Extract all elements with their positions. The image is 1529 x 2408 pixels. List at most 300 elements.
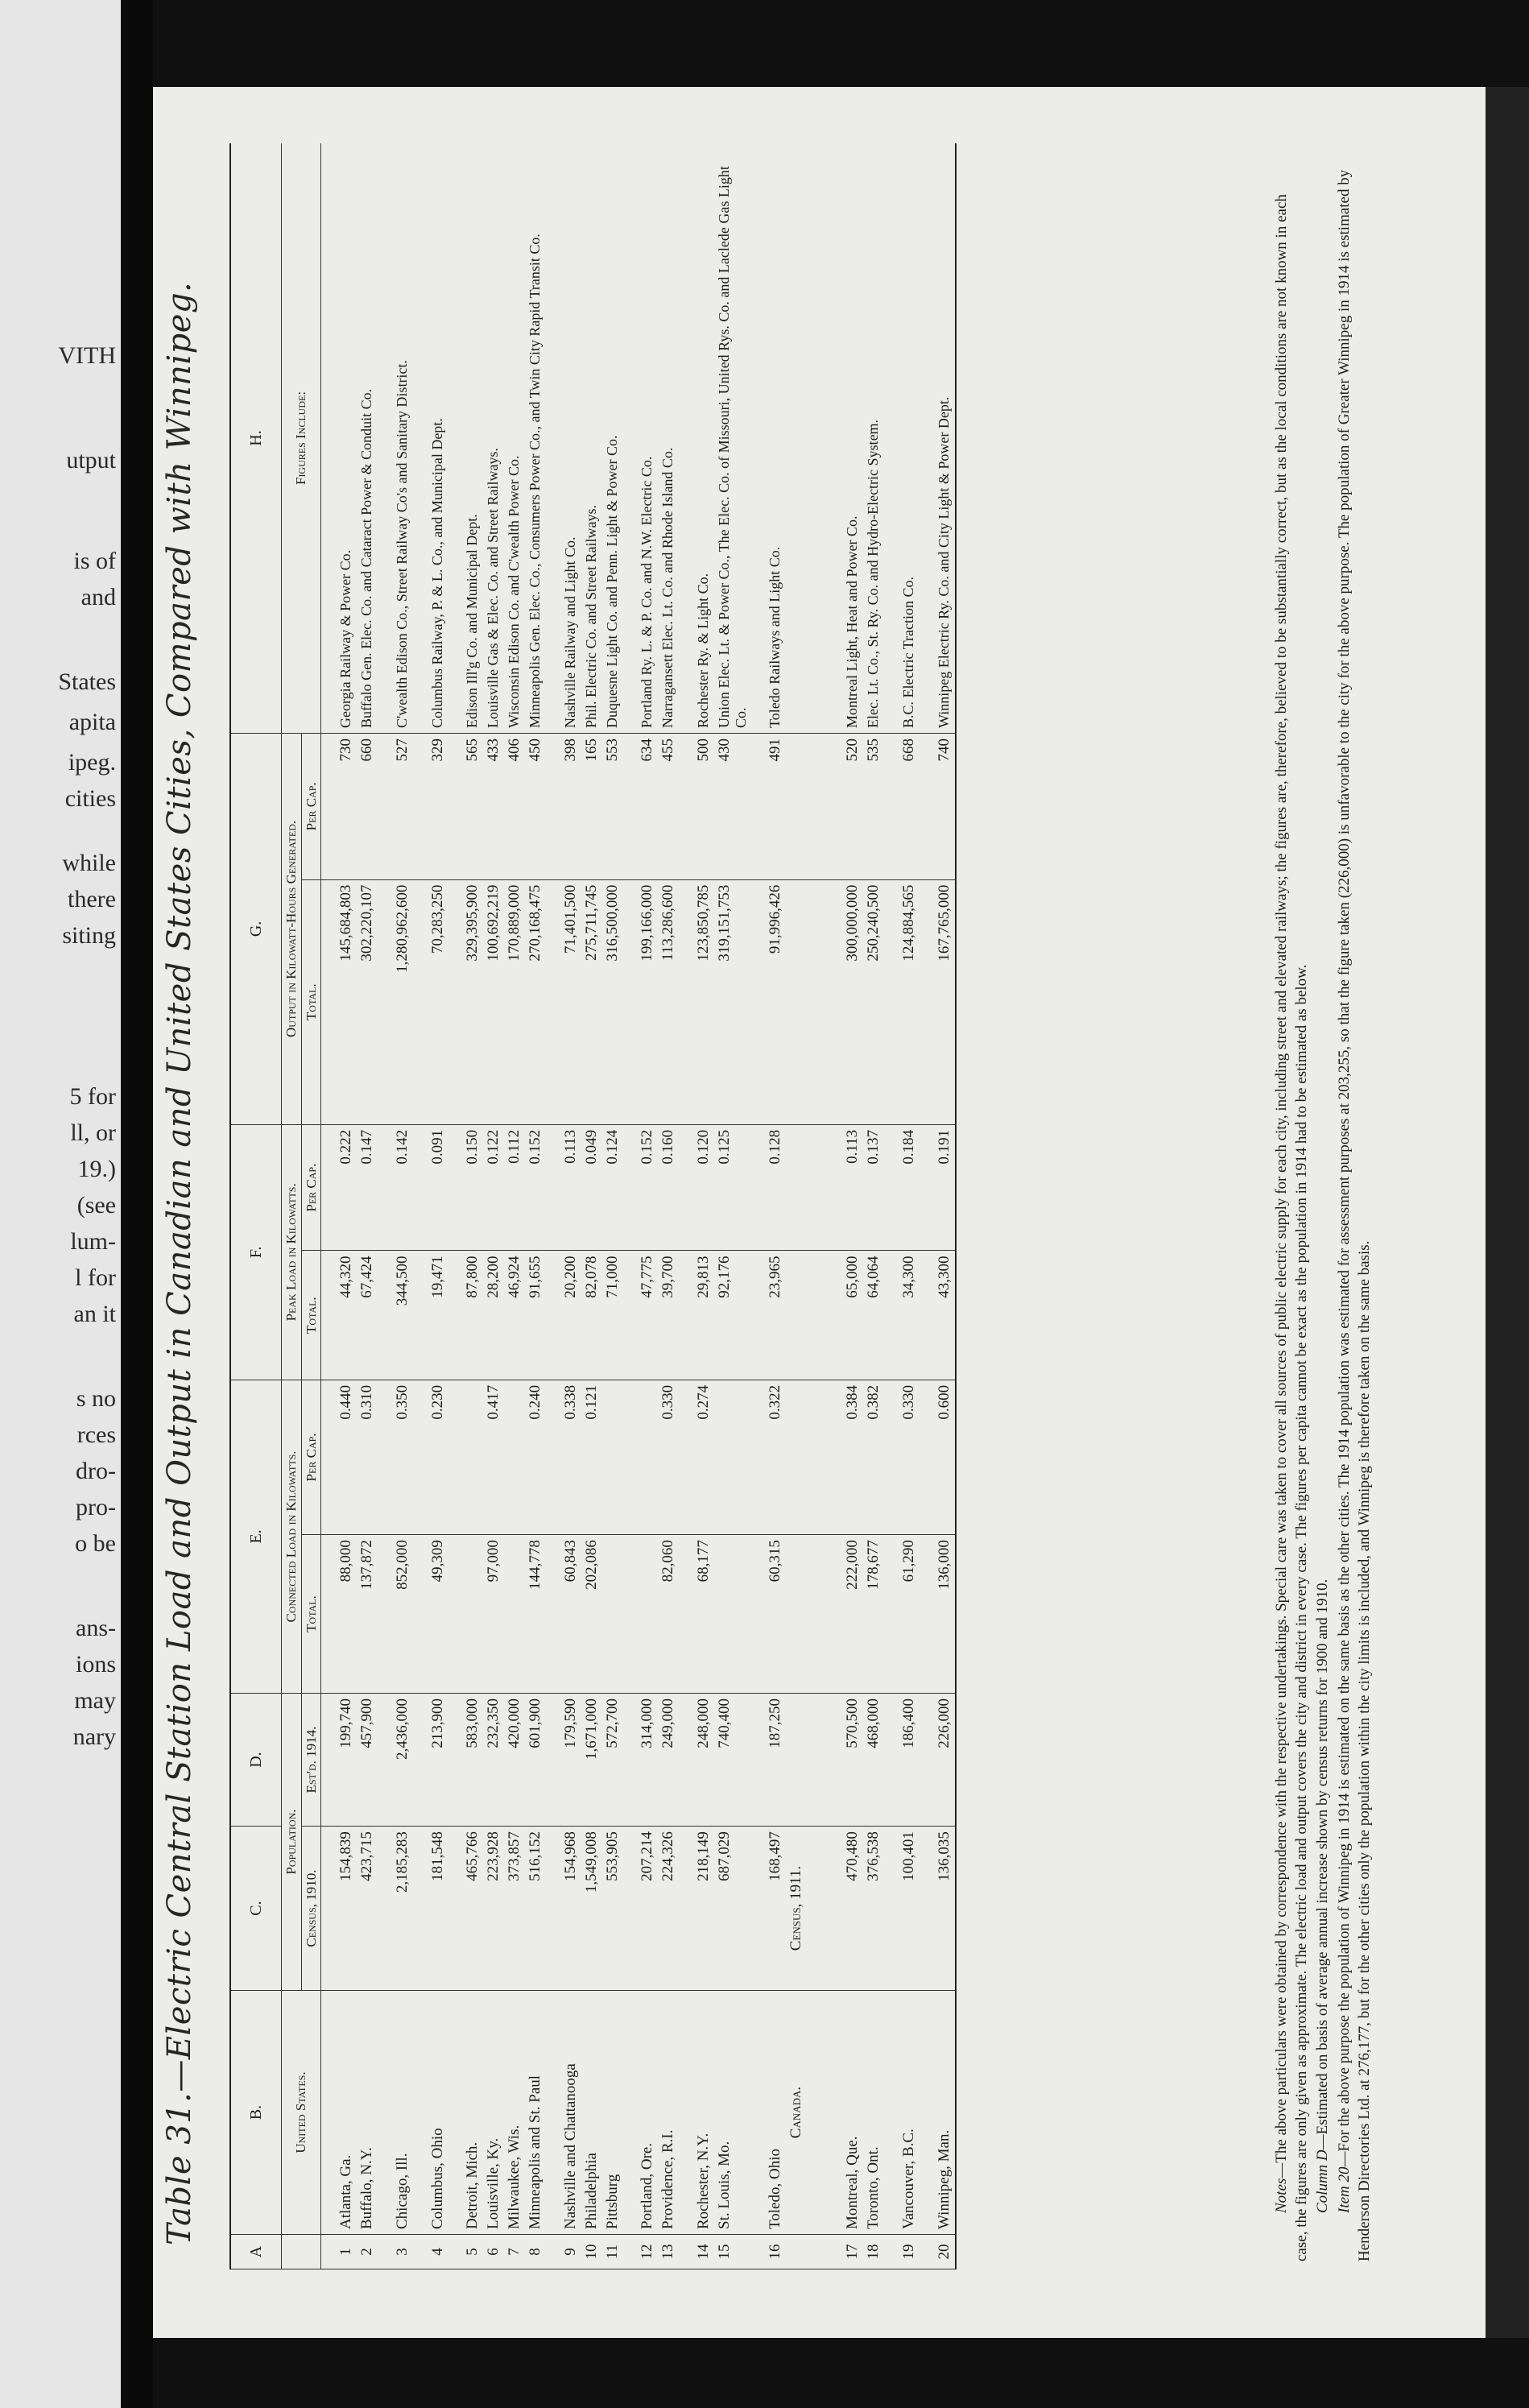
column-letter-row [230, 143, 282, 2269]
cell-cl: 60,315 [765, 1535, 786, 1694]
cell-n: 1 [336, 2235, 357, 2269]
spacer-cell [546, 143, 560, 734]
spacer-cell [828, 1991, 842, 2235]
cell-cl: 49,309 [428, 1535, 448, 1694]
cell-outpc: 455 [658, 734, 679, 880]
cell-fig: Nashville Railway and Light Co. [560, 143, 581, 734]
cell-est: 186,400 [899, 1694, 919, 1827]
cell-census: 1,549,008 [581, 1827, 602, 1991]
cell-plpc: 0.142 [392, 1124, 413, 1251]
left-page-text-fragment: 19.) [77, 1156, 116, 1182]
cell-fig: Union Elec. Lt. & Power Co., The Elec. Co. of Missouri, United Rys. Co. and Laclede Gas Light Co. [714, 143, 750, 734]
cell-census: 136,035 [934, 1827, 956, 1991]
left-page-text-fragment: States [58, 668, 116, 695]
cell-clpc: 0.330 [658, 1380, 679, 1534]
col-letter-b: B. [230, 1991, 282, 2235]
cell-outpc: 406 [504, 734, 525, 880]
cell-cl: 222,000 [842, 1535, 863, 1694]
col-letter-e: E. [230, 1380, 282, 1693]
cell-clpc: 0.330 [899, 1380, 919, 1534]
cell-cl: 61,290 [899, 1535, 919, 1694]
cell-fig: C'wealth Edison Co., Street Railway Co's and Sanitary District. [392, 143, 413, 734]
spacer-cell [413, 1380, 428, 1534]
left-page-text-fragment: there [68, 886, 116, 912]
cell-outpc: 520 [842, 734, 863, 880]
header-pl-total: Total. [301, 1251, 321, 1380]
cell-plpc: 0.128 [765, 1124, 786, 1251]
spacer-cell [828, 2235, 842, 2269]
left-page-text-fragment: while [62, 850, 116, 876]
cell-fig: Edison Ill'g Co. and Municipal Dept. [462, 143, 483, 734]
spacer-cell [321, 1827, 337, 1991]
cell-pl: 71,000 [602, 1251, 623, 1380]
section-empty-cell [786, 1251, 828, 1380]
header-output: Output in Kilowatt-Hours Generated. [282, 734, 302, 1125]
spacer-cell [546, 1827, 560, 1991]
cell-pl: 67,424 [357, 1251, 378, 1380]
cell-outpc: 730 [336, 734, 357, 880]
spacer-cell [828, 1124, 842, 1251]
section-index-cell [786, 2235, 828, 2269]
cell-n: 10 [581, 2235, 602, 2269]
spacer-cell [321, 1124, 337, 1251]
cell-outpc: 660 [357, 734, 378, 880]
spacer-cell [884, 1124, 899, 1251]
book-gutter [121, 0, 153, 2408]
table-row [428, 143, 448, 2269]
header-figures-include: Figures Include: [282, 143, 321, 734]
cell-out: 124,884,565 [899, 879, 919, 1124]
spacer-cell [413, 1694, 428, 1827]
note-column-d-text: —Estimated on basis of average annual increase shown by census returns for 1900 and 1910. [1314, 1578, 1332, 2150]
cell-plpc: 0.147 [357, 1124, 378, 1251]
spacer-cell [378, 734, 392, 880]
spacer-cell [321, 2235, 337, 2269]
spacer-cell [413, 734, 428, 880]
cell-cl [504, 1535, 525, 1694]
cell-pl: 65,000 [842, 1251, 863, 1380]
cell-plpc: 0.124 [602, 1124, 623, 1251]
cell-clpc: 0.121 [581, 1380, 602, 1534]
table-row [842, 143, 863, 2269]
spacer-row [679, 143, 693, 2269]
cell-est: 232,350 [483, 1694, 504, 1827]
header-peak-load: Peak Load in Kilowatts. [282, 1124, 302, 1380]
spacer-cell [828, 1535, 842, 1694]
table-row [483, 143, 504, 2269]
col-letter-c: C. [230, 1827, 282, 1991]
cell-outpc: 634 [637, 734, 658, 880]
spacer-cell [679, 1380, 693, 1534]
spacer-cell [828, 879, 842, 1124]
spacer-cell [884, 879, 899, 1124]
cell-pl: 34,300 [899, 1251, 919, 1380]
spacer-cell [448, 1694, 462, 1827]
table-row [934, 143, 956, 2269]
spacer-cell [546, 1251, 560, 1380]
header-estd-1914: Est'd. 1914. [301, 1694, 321, 1827]
spacer-cell [448, 1827, 462, 1991]
cell-fig: Phil. Electric Co. and Street Railways. [581, 143, 602, 734]
spacer-cell [378, 1124, 392, 1251]
note-column-d-label: Column D [1314, 2149, 1332, 2213]
left-page-text-fragment: ions [75, 1651, 116, 1678]
cell-est: 213,900 [428, 1694, 448, 1827]
spacer-cell [321, 1380, 337, 1534]
spacer-cell [828, 1380, 842, 1534]
note-item-20 [1335, 168, 1374, 2261]
cell-cl [602, 1535, 623, 1694]
spacer-cell [448, 1124, 462, 1251]
left-page-text-fragment: pro- [76, 1494, 116, 1521]
left-page-text-fragment: siting [62, 922, 116, 949]
note-item-20-text: —For the above purpose the population of Winnipeg in 1914 is estimated on the same basis as the other cities. The 1914 population was estimated for assessment purposes at 203,255, so that the figure taken (226,000) is unfavorable to the city for the above purpose. The population of Greater Winnipeg in 1914 is estimated by Henderson Directories Ltd. at 276,177, but for the other cities only the population within the city limits is included, and Winnipeg is therefore taken on the same basis. [1336, 169, 1373, 2261]
left-page-text-fragment: VITH [58, 342, 116, 369]
cell-out: 250,240,500 [863, 879, 884, 1124]
col-letter-f: F. [230, 1124, 282, 1380]
spacer-cell [828, 1827, 842, 1991]
cell-out: 319,151,753 [714, 879, 750, 1124]
spacer-cell [679, 2235, 693, 2269]
spacer-cell [750, 1535, 765, 1694]
spacer-row [546, 143, 560, 2269]
spacer-cell [448, 1380, 462, 1534]
table-row [863, 143, 884, 2269]
cell-city: Montreal, Que. [842, 1991, 863, 2235]
cell-fig: Montreal Light, Heat and Power Co. [842, 143, 863, 734]
cell-n: 9 [560, 2235, 581, 2269]
cell-pl: 91,655 [525, 1251, 546, 1380]
cell-clpc: 0.350 [392, 1380, 413, 1534]
cell-n: 15 [714, 2235, 750, 2269]
cell-outpc: 329 [428, 734, 448, 880]
cell-cl [637, 1535, 658, 1694]
cell-outpc: 553 [602, 734, 623, 880]
spacer-cell [378, 143, 392, 734]
spacer-cell [919, 2235, 934, 2269]
cell-outpc: 527 [392, 734, 413, 880]
spacer-cell [828, 734, 842, 880]
cell-fig: Duquesne Light Co. and Penn. Light & Power Co. [602, 143, 623, 734]
spacer-cell [378, 2235, 392, 2269]
left-page-text-fragment: 5 for [69, 1083, 116, 1110]
cell-out: 199,166,000 [637, 879, 658, 1124]
spacer-cell [622, 1124, 637, 1251]
cell-plpc: 0.120 [693, 1124, 714, 1251]
section-empty-cell [786, 1124, 828, 1251]
table-row [525, 143, 546, 2269]
spacer-cell [546, 1380, 560, 1534]
col-letter-g: G. [230, 734, 282, 1125]
cell-cl: 137,872 [357, 1535, 378, 1694]
cell-city: Detroit, Mich. [462, 1991, 483, 2235]
spacer-cell [750, 1124, 765, 1251]
cell-n: 4 [428, 2235, 448, 2269]
note-general-label: Notes [1273, 2178, 1290, 2213]
spacer-cell [448, 2235, 462, 2269]
header-connected-load: Connected Load in Kilowatts. [282, 1380, 302, 1693]
cell-fig: Buffalo Gen. Elec. Co. and Cataract Power & Conduit Co. [357, 143, 378, 734]
spacer-cell [413, 1827, 428, 1991]
cell-clpc: 0.310 [357, 1380, 378, 1534]
spacer-cell [679, 734, 693, 880]
spacer-cell [919, 1251, 934, 1380]
table-notes [1272, 168, 1376, 2261]
cell-clpc: 0.382 [863, 1380, 884, 1534]
spacer-cell [622, 1535, 637, 1694]
spacer-cell [413, 1124, 428, 1251]
spacer-row [828, 143, 842, 2269]
table-row [462, 143, 483, 2269]
cell-n: 7 [504, 2235, 525, 2269]
cell-clpc [602, 1380, 623, 1534]
spacer-cell [750, 1251, 765, 1380]
spacer-cell [546, 1991, 560, 2235]
cell-outpc: 491 [765, 734, 786, 880]
cell-outpc: 668 [899, 734, 919, 880]
header-united-states: United States. [282, 1991, 321, 2235]
table-row [504, 143, 525, 2269]
cell-pl: 92,176 [714, 1251, 750, 1380]
cell-out: 113,286,600 [658, 879, 679, 1124]
left-page-text-fragment: may [74, 1687, 116, 1714]
spacer-cell [750, 1380, 765, 1534]
spacer-cell [378, 1827, 392, 1991]
spacer-cell [413, 143, 428, 734]
cell-out: 270,168,475 [525, 879, 546, 1124]
spacer-cell [750, 143, 765, 734]
cell-city: Nashville and Chattanooga [560, 1991, 581, 2235]
table-row [581, 143, 602, 2269]
spacer-cell [750, 1991, 765, 2235]
table-row [392, 143, 413, 2269]
document-page [153, 87, 1486, 2338]
cell-n: 14 [693, 2235, 714, 2269]
cell-out: 300,000,000 [842, 879, 863, 1124]
table-row [765, 143, 786, 2269]
rotated-table-sheet [153, 103, 1473, 2318]
cell-out: 316,500,000 [602, 879, 623, 1124]
cell-city: Chicago, Ill. [392, 1991, 413, 2235]
cell-cl: 60,843 [560, 1535, 581, 1694]
spacer-cell [750, 879, 765, 1124]
left-page-text-fragment: lum- [70, 1228, 116, 1255]
cell-census: 218,149 [693, 1827, 714, 1991]
cell-city: Portland, Ore. [637, 1991, 658, 2235]
cell-n: 12 [637, 2235, 658, 2269]
cell-census: 687,029 [714, 1827, 750, 1991]
table-row [357, 143, 378, 2269]
spacer-cell [884, 734, 899, 880]
spacer-cell [884, 1827, 899, 1991]
cell-census: 373,857 [504, 1827, 525, 1991]
cell-city: Toledo, Ohio [765, 1991, 786, 2235]
spacer-cell [622, 1694, 637, 1827]
cell-n: 2 [357, 2235, 378, 2269]
cell-census: 168,497 [765, 1827, 786, 1991]
cell-clpc: 0.338 [560, 1380, 581, 1534]
spacer-cell [413, 879, 428, 1124]
cell-plpc: 0.091 [428, 1124, 448, 1251]
cell-clpc [504, 1380, 525, 1534]
cell-cl: 852,000 [392, 1535, 413, 1694]
canada-section-row [786, 143, 828, 2269]
cell-city: Vancouver, B.C. [899, 1991, 919, 2235]
spacer-cell [679, 1827, 693, 1991]
spacer-cell [378, 1251, 392, 1380]
spacer-cell [919, 1535, 934, 1694]
cell-est: 199,740 [336, 1694, 357, 1827]
spacer-cell [321, 1991, 337, 2235]
cell-est: 1,671,000 [581, 1694, 602, 1827]
left-page-text-fragment: s no [76, 1385, 116, 1412]
spacer-row [378, 143, 392, 2269]
spacer-cell [448, 143, 462, 734]
cell-plpc: 0.150 [462, 1124, 483, 1251]
cell-out: 123,850,785 [693, 879, 714, 1124]
spacer-cell [919, 1827, 934, 1991]
cell-est: 601,900 [525, 1694, 546, 1827]
cell-n: 19 [899, 2235, 919, 2269]
spacer-cell [828, 1694, 842, 1827]
cell-out: 100,692,219 [483, 879, 504, 1124]
spacer-cell [448, 1535, 462, 1694]
spacer-cell [622, 1380, 637, 1534]
cell-census: 223,928 [483, 1827, 504, 1991]
left-page-text-fragment: dro- [76, 1458, 116, 1484]
spacer-cell [884, 143, 899, 734]
cell-clpc: 0.600 [934, 1380, 956, 1534]
spacer-cell [622, 1251, 637, 1380]
left-page-text-fragment: ipeg. [68, 749, 116, 776]
cell-plpc: 0.112 [504, 1124, 525, 1251]
cell-out: 71,401,500 [560, 879, 581, 1124]
table-row [658, 143, 679, 2269]
left-page-text-fragment: nary [72, 1723, 116, 1750]
cell-n: 17 [842, 2235, 863, 2269]
spacer-cell [413, 1251, 428, 1380]
table-row [899, 143, 919, 2269]
spacer-cell [378, 1991, 392, 2235]
cell-fig: B.C. Electric Traction Co. [899, 143, 919, 734]
cell-fig: Columbus Railway, P. & L. Co., and Municipal Dept. [428, 143, 448, 734]
section-empty-cell [786, 1535, 828, 1694]
spacer-cell [828, 1251, 842, 1380]
note-general [1272, 168, 1312, 2261]
spacer-cell [919, 1124, 934, 1251]
spacer-cell [919, 734, 934, 880]
page-edge [1486, 87, 1529, 2338]
cell-clpc: 0.230 [428, 1380, 448, 1534]
left-page-text-fragment: rces [76, 1421, 116, 1448]
cell-est: 314,000 [637, 1694, 658, 1827]
spacer-cell [919, 1694, 934, 1827]
cell-n: 6 [483, 2235, 504, 2269]
header-cl-per-cap: Per Cap. [301, 1380, 321, 1534]
spacer-cell [448, 734, 462, 880]
cell-outpc: 740 [934, 734, 956, 880]
cell-est: 420,000 [504, 1694, 525, 1827]
cell-outpc: 165 [581, 734, 602, 880]
cell-city: Louisville, Ky. [483, 1991, 504, 2235]
table-caption: Table 31.—Electric Central Station Load and Output in Canadian and United States Cities, Compared with Winnipeg. [161, 281, 198, 2245]
cell-out: 145,684,803 [336, 879, 357, 1124]
left-page-text-fragment: (see [76, 1192, 116, 1218]
spacer-cell [679, 1251, 693, 1380]
spacer-cell [321, 734, 337, 880]
cell-fig: Narragansett Elec. Lt. Co. and Rhode Island Co. [658, 143, 679, 734]
section-empty-cell [786, 1380, 828, 1534]
spacer-cell [679, 879, 693, 1124]
left-page-text-fragment: is of [73, 548, 116, 574]
table-row [637, 143, 658, 2269]
cell-out: 170,889,000 [504, 879, 525, 1124]
cell-n: 18 [863, 2235, 884, 2269]
col-letter-h: H. [230, 143, 282, 734]
left-page-text-fragment: apita [68, 709, 116, 735]
header-population: Population. [282, 1694, 302, 1991]
section-empty-cell [786, 1694, 828, 1827]
cell-clpc: 0.417 [483, 1380, 504, 1534]
cell-est: 572,700 [602, 1694, 623, 1827]
cell-est: 187,250 [765, 1694, 786, 1827]
spacer-cell [321, 1535, 337, 1694]
spacer-cell [378, 1380, 392, 1534]
cell-fig: Elec. Lt. Co., St. Ry. Co. and Hydro-Electric System. [863, 143, 884, 734]
cell-outpc: 450 [525, 734, 546, 880]
spacer-cell [919, 879, 934, 1124]
header-cl-total: Total. [301, 1535, 321, 1694]
cell-pl: 20,200 [560, 1251, 581, 1380]
spacer-cell [884, 1694, 899, 1827]
section-empty-cell [786, 734, 828, 880]
header-census-1910: Census, 1910. [301, 1827, 321, 1991]
spacer-row [448, 143, 462, 2269]
spacer-cell [884, 1251, 899, 1380]
cell-est: 248,000 [693, 1694, 714, 1827]
col-letter-d: D. [230, 1694, 282, 1827]
spacer-cell [378, 1694, 392, 1827]
spacer-cell [679, 1535, 693, 1694]
cell-n: 11 [602, 2235, 623, 2269]
spacer-cell [884, 1380, 899, 1534]
cell-clpc: 0.384 [842, 1380, 863, 1534]
spacer-cell [679, 1991, 693, 2235]
cell-est: 226,000 [934, 1694, 956, 1827]
cell-city: Providence, R.I. [658, 1991, 679, 2235]
spacer-cell [919, 143, 934, 734]
cell-city: Philadelphia [581, 1991, 602, 2235]
cell-census: 224,326 [658, 1827, 679, 1991]
left-page-text-fragment: o be [75, 1530, 116, 1557]
cell-outpc: 433 [483, 734, 504, 880]
cell-est: 583,000 [462, 1694, 483, 1827]
left-page-text-fragment: l for [75, 1264, 116, 1291]
spacer-row [321, 143, 337, 2269]
cell-n: 13 [658, 2235, 679, 2269]
cell-pl: 28,200 [483, 1251, 504, 1380]
cell-plpc: 0.222 [336, 1124, 357, 1251]
cell-plpc: 0.191 [934, 1124, 956, 1251]
cell-plpc: 0.113 [560, 1124, 581, 1251]
spacer-cell [546, 1124, 560, 1251]
table-row [602, 143, 623, 2269]
cell-census: 465,766 [462, 1827, 483, 1991]
cell-plpc: 0.122 [483, 1124, 504, 1251]
cell-cl: 97,000 [483, 1535, 504, 1694]
spacer-row [750, 143, 765, 2269]
left-page-text-fragment: utput [66, 447, 116, 474]
